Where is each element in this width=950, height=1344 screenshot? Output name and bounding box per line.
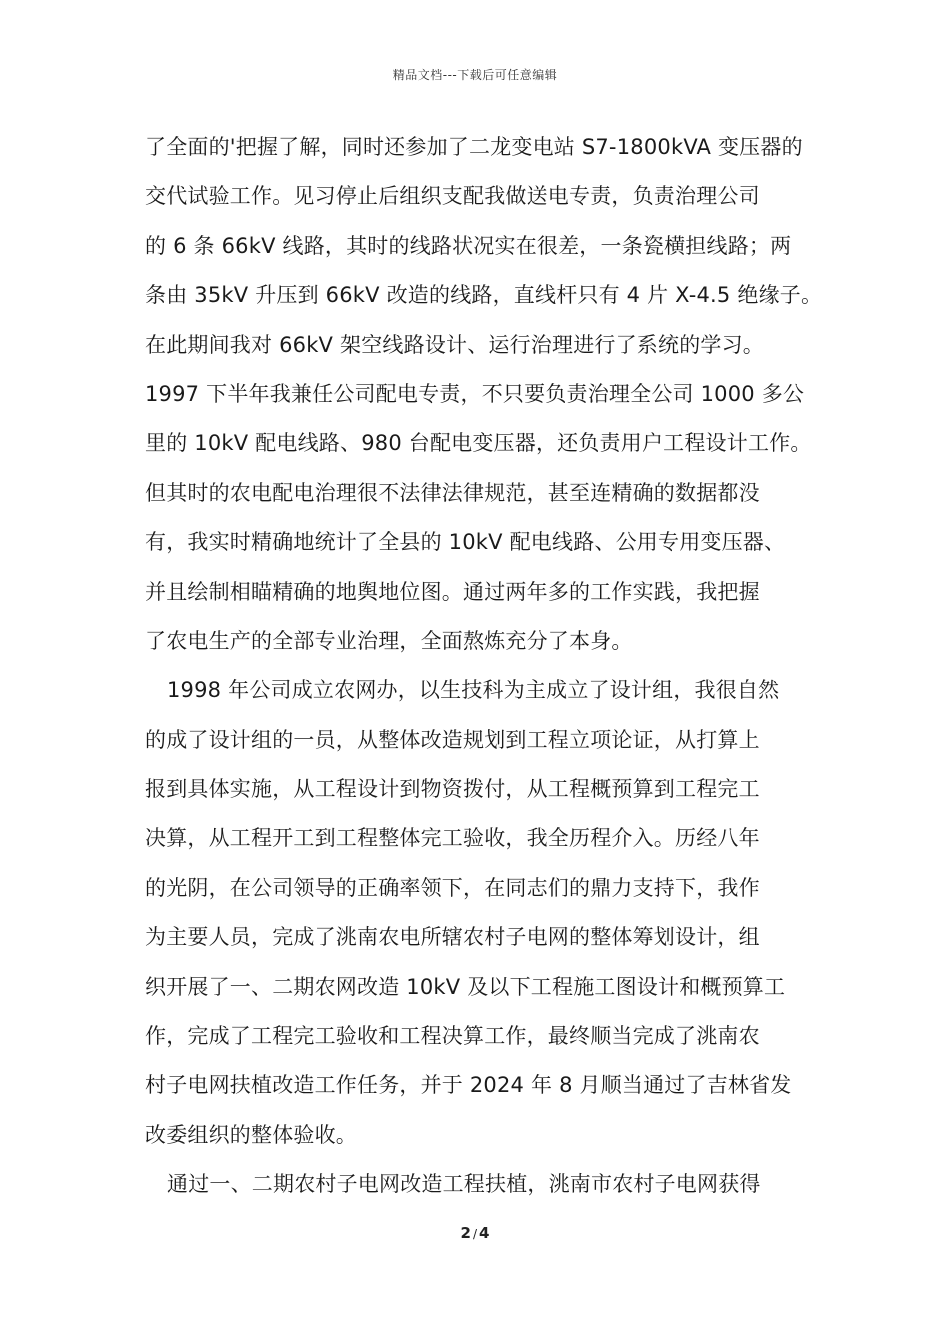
text-line: 报到具体实施，从工程设计到物资拨付，从工程概预算到工程完工	[145, 777, 760, 802]
text-line: 里的 10kV 配电线路、980 台配电变压器，还负责用户工程设计工作。	[145, 431, 812, 456]
text-line: 了农电生产的全部专业治理，全面熬炼充分了本身。	[145, 628, 633, 653]
page-header: 精品文档---下载后可任意编辑	[392, 68, 558, 82]
text-line: 织开展了一、二期农网改造 10kV 及以下工程施工图设计和概预算工	[145, 974, 786, 999]
page-separator: /	[472, 1227, 478, 1241]
text-line: 但其时的农电配电治理很不法律法律规范，甚至连精确的数据都没	[145, 480, 760, 505]
text-line: 改委组织的整体验收。	[145, 1122, 357, 1147]
text-line: 在此期间我对 66kV 架空线路设计、运行治理进行了系统的学习。	[145, 332, 764, 357]
text-line: 村子电网扶植改造工作任务，并于 2024 年 8 月顺当通过了吉林省发	[145, 1073, 792, 1098]
text-line: 为主要人员，完成了洮南农电所辖农村子电网的整体筹划设计，组	[145, 925, 760, 950]
text-line: 作，完成了工程完工验收和工程决算工作，最终顺当完成了洮南农	[145, 1024, 760, 1049]
text-line: 的光阴，在公司领导的正确率领下，在同志们的鼎力支持下，我作	[145, 875, 760, 900]
text-line: 条由 35kV 升压到 66kV 改造的线路，直线杆只有 4 片 X-4.5 绝缘子。	[145, 283, 823, 308]
text-line: 决算，从工程开工到工程整体完工验收，我全历程介入。历经八年	[145, 826, 760, 851]
paragraph-start-line: 通过一、二期农村子电网改造工程扶植，洮南市农村子电网获得	[167, 1172, 761, 1197]
text-line: 交代试验工作。见习停止后组织支配我做送电专责，负责治理公司	[145, 184, 760, 209]
text-line: 有，我实时精确地统计了全县的 10kV 配电线路、公用专用变压器、	[145, 530, 786, 555]
text-line: 1997 下半年我兼任公司配电专责，不只要负责治理全公司 1000 多公	[145, 381, 805, 406]
page-number	[0, 1224, 950, 1242]
current-page: 2	[460, 1224, 471, 1242]
text-line: 的成了设计组的一员，从整体改造规划到工程立项论证，从打算上	[145, 727, 760, 752]
text-line: 了全面的'把握了解，同时还参加了二龙变电站 S7-1800kVA 变压器的	[145, 135, 803, 159]
text-line: 的 6 条 66kV 线路，其时的线路状况实在很差，一条瓷横担线路；两	[145, 233, 792, 258]
total-pages: 4	[479, 1224, 490, 1242]
body-text	[145, 128, 825, 1215]
paragraph-start-line: 1998 年公司成立农网办，以生技科为主成立了设计组，我很自然	[167, 678, 780, 703]
text-line: 并且绘制相瞄精确的地舆地位图。通过两年多的工作实践，我把握	[145, 579, 760, 604]
